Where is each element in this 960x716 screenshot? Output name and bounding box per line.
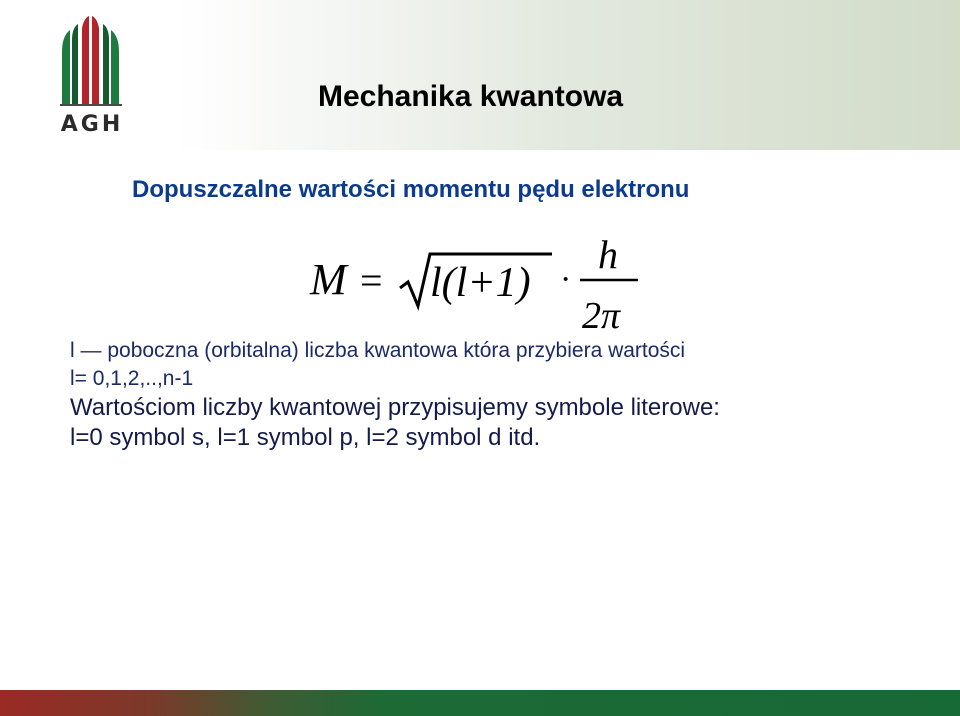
header-band — [0, 0, 960, 150]
slide-subtitle: Dopuszczalne wartości momentu pędu elektronu — [132, 176, 690, 203]
body-line-symbols: l=0 symbol s, l=1 symbol p, l=2 symbol d itd. — [70, 424, 541, 451]
slide-body — [70, 337, 950, 453]
formula-dot: · — [560, 261, 572, 298]
agh-logo-text: AGH — [60, 112, 124, 137]
body-line-symbols-intro: Wartościom liczby kwantowej przypisujemy symbole literowe: — [70, 394, 720, 421]
formula-lhs: M — [310, 255, 347, 304]
body-line-definition: l — poboczna (orbitalna) liczba kwantowa która przybiera wartości — [70, 339, 686, 362]
footer-band — [0, 690, 960, 716]
formula-numerator: h — [598, 232, 618, 277]
body-line-values: l= 0,1,2,..,n-1 — [70, 367, 194, 390]
page-title: Mechanika kwantowa — [318, 80, 624, 113]
formula-radicand: l(l+1) — [430, 260, 531, 306]
agh-logo-emblem-icon — [56, 14, 128, 108]
agh-logo — [56, 14, 128, 136]
formula-denominator: 2π — [582, 295, 621, 336]
angular-momentum-formula — [308, 232, 644, 336]
formula-equals: = — [360, 258, 383, 303]
